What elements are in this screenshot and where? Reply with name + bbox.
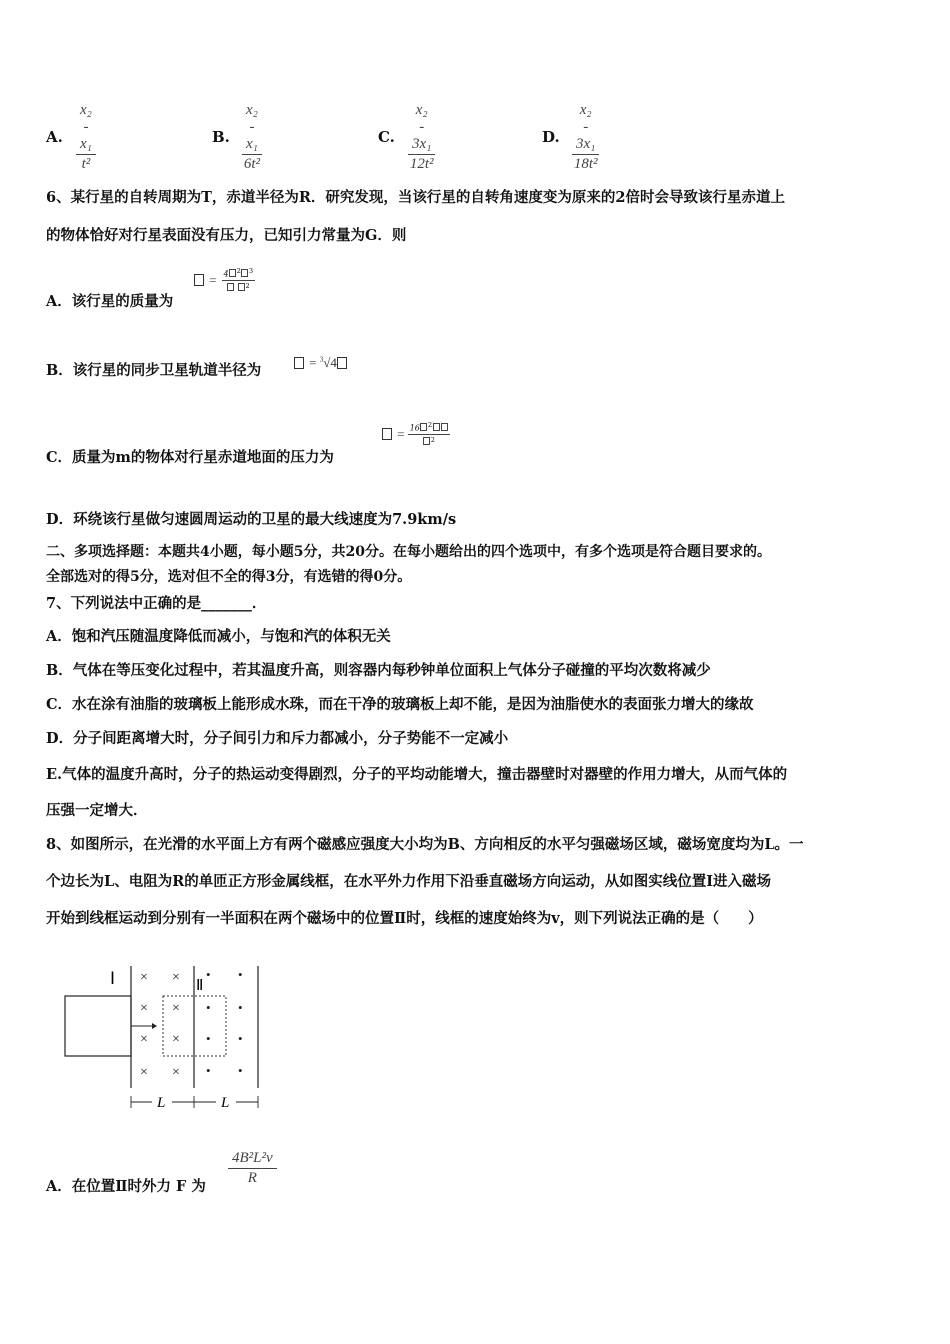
- option-label: A.: [46, 128, 63, 146]
- field-cross-icon: ×: [172, 970, 180, 985]
- q6-option-d: D．环绕该行星做匀速圆周运动的卫星的最大线速度为7.9km/s: [46, 511, 457, 528]
- denominator: R: [247, 1170, 257, 1186]
- dimension-label: L: [157, 1095, 166, 1111]
- fraction: [572, 102, 599, 173]
- option-label: B.: [212, 128, 230, 146]
- coil-position-1: [65, 996, 131, 1056]
- q8-stem-line-2: 个边长为L、电阻为R的单匝正方形金属线框，在水平外力作用下沿垂直磁场方向运动，从如图实线位置Ⅰ进入磁场: [46, 873, 772, 890]
- field-dot-icon: •: [206, 1063, 211, 1078]
- q7-option-c: C．水在涂有油脂的玻璃板上能形成水珠，而在干净的玻璃板上却不能，是因为油脂使水的表面张力增大的缘故: [46, 696, 754, 713]
- denominator: 6t²: [243, 156, 261, 172]
- label-position-1: Ⅰ: [110, 969, 116, 988]
- magnetic-field-diagram: [60, 960, 280, 1120]
- equals-sign: =: [309, 355, 320, 370]
- q5-options: [46, 100, 666, 172]
- numerator: x₂ - 3x₁: [408, 102, 435, 155]
- section2-line-1: 二、多项选择题：本题共4小题，每小题5分，共20分。在每小题给出的四个选项中，有多个选项是符合题目要求的。: [46, 544, 771, 560]
- field-dot-icon: •: [238, 1063, 243, 1078]
- field-dot-icon: •: [238, 1031, 243, 1046]
- q7-option-e-line-1: E.气体的温度升高时，分子的热运动变得剧烈，分子的平均动能增大，撞击器壁时对器壁的作用力增大，从而气体的: [46, 766, 788, 783]
- q7-option-e-line-2: 压强一定增大．: [46, 802, 148, 819]
- equation-text: = ∛4 R: [294, 352, 297, 353]
- numerator: 4 $^2$ $^3$: [223, 267, 254, 279]
- dimension-label: L: [221, 1095, 230, 1111]
- field-dot-icon: •: [238, 967, 243, 982]
- placeholder-glyph-icon: [294, 357, 304, 369]
- option-text: B．该行星的同步卫星轨道半径为: [46, 362, 262, 379]
- option-text: C．质量为m的物体对行星赤道地面的压力为: [46, 449, 334, 466]
- option-label: C.: [378, 128, 395, 146]
- field-cross-icon: ×: [140, 1065, 148, 1080]
- placeholder-glyph-icon: [337, 357, 347, 369]
- option-text: A．在位置Ⅱ时外力 F 为: [46, 1178, 206, 1195]
- field-dot-icon: •: [206, 967, 211, 982]
- fraction: [408, 102, 435, 173]
- q7-option-d: D．分子间距离增大时，分子间引力和斥力都减小，分子势能不一定减小: [46, 730, 509, 747]
- denominator: 2: [222, 281, 256, 295]
- denominator: 18t²: [573, 156, 598, 172]
- field-cross-icon: ×: [140, 1032, 148, 1047]
- equation-text: = 4π²R³ / GT²: [194, 266, 200, 267]
- field-cross-icon: ×: [172, 1032, 180, 1047]
- q6-option-a-equation: [194, 266, 255, 294]
- q8-stem-line-1: 8、如图所示，在光滑的水平面上方有两个磁感应强度大小均为B、方向相反的水平匀强磁场区域，磁场宽度均为L。一: [46, 836, 804, 853]
- numerator: x₂ - x₁: [242, 102, 262, 155]
- denominator: 12t²: [409, 156, 434, 172]
- option-text: A．该行星的质量为: [46, 293, 174, 310]
- fraction: [242, 102, 262, 173]
- placeholder-glyph-icon: [194, 274, 204, 286]
- equals-sign: =: [209, 272, 217, 288]
- fraction: [408, 420, 450, 448]
- q7-stem: 7、下列说法中正确的是_______．: [46, 595, 267, 612]
- arrow-head: [152, 1023, 157, 1029]
- field-dot-icon: •: [206, 1031, 211, 1046]
- field-dot-icon: •: [206, 1000, 211, 1015]
- field-cross-icon: ×: [140, 1001, 148, 1016]
- fraction: [222, 266, 256, 294]
- q6-option-b: [46, 359, 261, 380]
- q6-stem-line-1: 6、某行星的自转周期为T，赤道半径为R．研究发现，当该行星的自转角速度变为原来的2倍时会导致该行星赤道上: [46, 189, 786, 206]
- equation-text: = 16π²mR / T²: [382, 420, 388, 421]
- q8-stem-line-3: 开始到线框运动到分别有一半面积在两个磁场中的位置Ⅱ时，线框的速度始终为v，则下列说法正确的是（ ）: [46, 910, 763, 927]
- option-label: D.: [542, 128, 560, 146]
- cube-root: $^3$√4: [319, 355, 337, 370]
- field-cross-icon: ×: [172, 1001, 180, 1016]
- fraction: [76, 102, 96, 173]
- q6-option-c-equation: [382, 420, 450, 448]
- denominator: t²: [81, 156, 91, 172]
- field-cross-icon: ×: [140, 970, 148, 985]
- denominator: 2: [408, 435, 450, 449]
- placeholder-glyph-icon: [382, 428, 392, 440]
- q8-option-a: [46, 1175, 206, 1196]
- numerator: 4B²L²v: [228, 1150, 277, 1169]
- numerator: 16 $^2$: [408, 420, 450, 435]
- section2-line-2: 全部选对的得5分，选对但不全的得3分，有选错的得0分。: [46, 569, 412, 585]
- field-cross-icon: ×: [172, 1065, 180, 1080]
- field-dot-icon: •: [238, 1000, 243, 1015]
- equals-sign: =: [397, 426, 408, 442]
- q7-option-a: A．饱和汽压随温度降低而减小，与饱和汽的体积无关: [46, 628, 391, 645]
- q6-option-a: [46, 290, 173, 311]
- q6-stem-line-2: 的物体恰好对行星表面没有压力，已知引力常量为G．则: [46, 227, 407, 244]
- q6-option-b-equation: [294, 352, 347, 371]
- numerator: x₂ - x₁: [76, 102, 96, 155]
- q8-option-a-fraction: [228, 1150, 277, 1187]
- q7-option-b: B．气体在等压变化过程中，若其温度升高，则容器内每秒钟单位面积上气体分子碰撞的平均次数将减少: [46, 662, 711, 679]
- numerator: x₂ - 3x₁: [572, 102, 599, 155]
- label-position-2: Ⅱ: [196, 978, 204, 994]
- q6-option-c: [46, 446, 334, 467]
